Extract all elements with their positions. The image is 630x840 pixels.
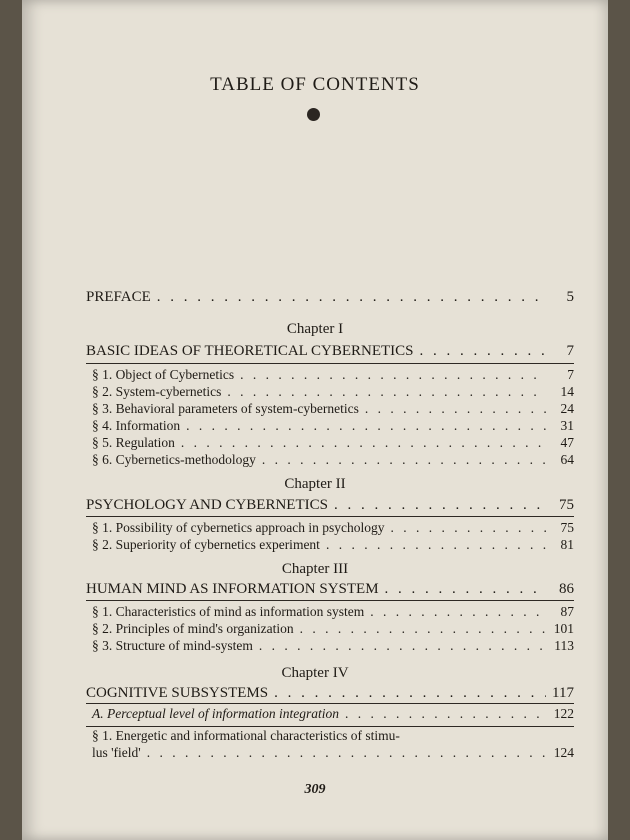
- toc-entry-page: 14: [560, 384, 574, 399]
- toc-entry-label: § 2. Principles of mind's organization: [92, 621, 294, 636]
- chapter-heading: Chapter I: [286, 321, 344, 337]
- divider: [86, 726, 574, 727]
- divider: [86, 600, 574, 601]
- toc-entry[interactable]: [92, 638, 574, 656]
- toc-entry-label: § 5. Regulation: [92, 435, 175, 450]
- toc-entry-label: § 2. Superiority of cybernetics experiment: [92, 537, 320, 552]
- toc-entry-chapter-title[interactable]: [86, 581, 574, 599]
- chapter-heading: Chapter II: [284, 476, 346, 492]
- toc-entry-chapter-title[interactable]: [86, 343, 574, 361]
- divider: [86, 363, 574, 364]
- toc-entry-label: A. Perceptual level of information integration: [92, 706, 339, 721]
- toc-entry-page: 5: [566, 289, 574, 305]
- page-number: 309: [304, 782, 326, 797]
- toc-entry-page: 101: [553, 621, 574, 636]
- toc-entry-page: 7: [566, 343, 574, 359]
- toc-entry[interactable]: [92, 745, 574, 763]
- toc-entry-page: 81: [560, 537, 574, 552]
- toc-entry[interactable]: [92, 384, 574, 402]
- toc-entry[interactable]: [92, 706, 574, 724]
- leader-dots: [420, 343, 546, 360]
- toc-entry-page: 124: [553, 745, 574, 760]
- toc-entry-label: § 1. Energetic and informational characteristics of stimu-: [92, 728, 400, 743]
- toc-entry[interactable]: [92, 537, 574, 555]
- toc-entry-page: 113: [554, 638, 574, 653]
- leader-dots: [345, 706, 546, 722]
- leader-dots: [274, 685, 546, 702]
- leader-dots: [157, 289, 546, 306]
- toc-entry-label: BASIC IDEAS OF THEORETICAL CYBERNETICS: [86, 343, 414, 359]
- chapter-heading: Chapter III: [281, 561, 349, 577]
- book-page: [22, 0, 608, 840]
- toc-entry-page: 75: [559, 497, 574, 513]
- toc-entry-chapter-title[interactable]: [86, 685, 574, 703]
- toc-entry-label: HUMAN MIND AS INFORMATION SYSTEM: [86, 581, 379, 597]
- toc-entry-label: § 2. System-cybernetics: [92, 384, 222, 399]
- toc-entry[interactable]: [92, 367, 574, 385]
- toc-entry-label: § 1. Possibility of cybernetics approach in psychology: [92, 520, 385, 535]
- toc-entry[interactable]: [92, 520, 574, 538]
- toc-entry[interactable]: [92, 604, 574, 622]
- leader-dots: [300, 621, 546, 637]
- toc-entry-page: 47: [560, 435, 574, 450]
- leader-dots: [240, 367, 546, 383]
- toc-entry-label: lus 'field': [92, 745, 141, 760]
- chapter-heading: Chapter IV: [281, 665, 349, 681]
- leader-dots: [334, 497, 546, 514]
- leader-dots: [186, 418, 546, 434]
- toc-entry-page: 31: [560, 418, 574, 433]
- toc-entry-label: COGNITIVE SUBSYSTEMS: [86, 685, 269, 701]
- toc-entry-label: PSYCHOLOGY AND CYBERNETICS: [86, 497, 328, 513]
- toc-entry[interactable]: [92, 621, 574, 639]
- toc-entry-page: 87: [560, 604, 574, 619]
- toc-entry-page: 86: [559, 581, 574, 597]
- leader-dots: [147, 745, 546, 761]
- leader-dots: [370, 604, 546, 620]
- leader-dots: [227, 384, 546, 400]
- leader-dots: [181, 435, 546, 451]
- toc-entry-label: § 6. Cybernetics-methodology: [92, 452, 256, 467]
- leader-dots: [365, 401, 546, 417]
- toc-entry-page: 117: [552, 685, 574, 701]
- toc-entry-page: 64: [560, 452, 574, 467]
- ornament-dot-icon: [307, 108, 320, 121]
- toc-entry[interactable]: [92, 401, 574, 419]
- leader-dots: [385, 581, 546, 598]
- divider: [86, 703, 574, 704]
- leader-dots: [262, 452, 546, 468]
- toc-entry-label: § 3. Structure of mind-system: [92, 638, 253, 653]
- toc-entry-label: § 4. Information: [92, 418, 181, 433]
- toc-entry-page: 122: [553, 706, 574, 721]
- toc-entry-label: PREFACE: [86, 289, 151, 305]
- toc-entry-label: § 3. Behavioral parameters of system-cybernetics: [92, 401, 359, 416]
- toc-entry-label: § 1. Object of Cybernetics: [92, 367, 235, 382]
- leader-dots: [326, 537, 546, 553]
- toc-entry-page: 24: [560, 401, 574, 416]
- page-title: TABLE OF CONTENTS: [210, 74, 420, 95]
- toc-entry-page: 7: [567, 367, 574, 382]
- leader-dots: [259, 638, 546, 654]
- leader-dots: [390, 520, 546, 536]
- toc-entry-preface[interactable]: [86, 289, 574, 307]
- toc-entry[interactable]: [92, 435, 574, 453]
- divider: [86, 516, 574, 517]
- toc-entry-chapter-title[interactable]: [86, 497, 574, 515]
- toc-entry[interactable]: [92, 418, 574, 436]
- toc-entry[interactable]: [92, 452, 574, 470]
- toc-entry-page: 75: [560, 520, 574, 535]
- toc-entry-label: § 1. Characteristics of mind as information system: [92, 604, 365, 619]
